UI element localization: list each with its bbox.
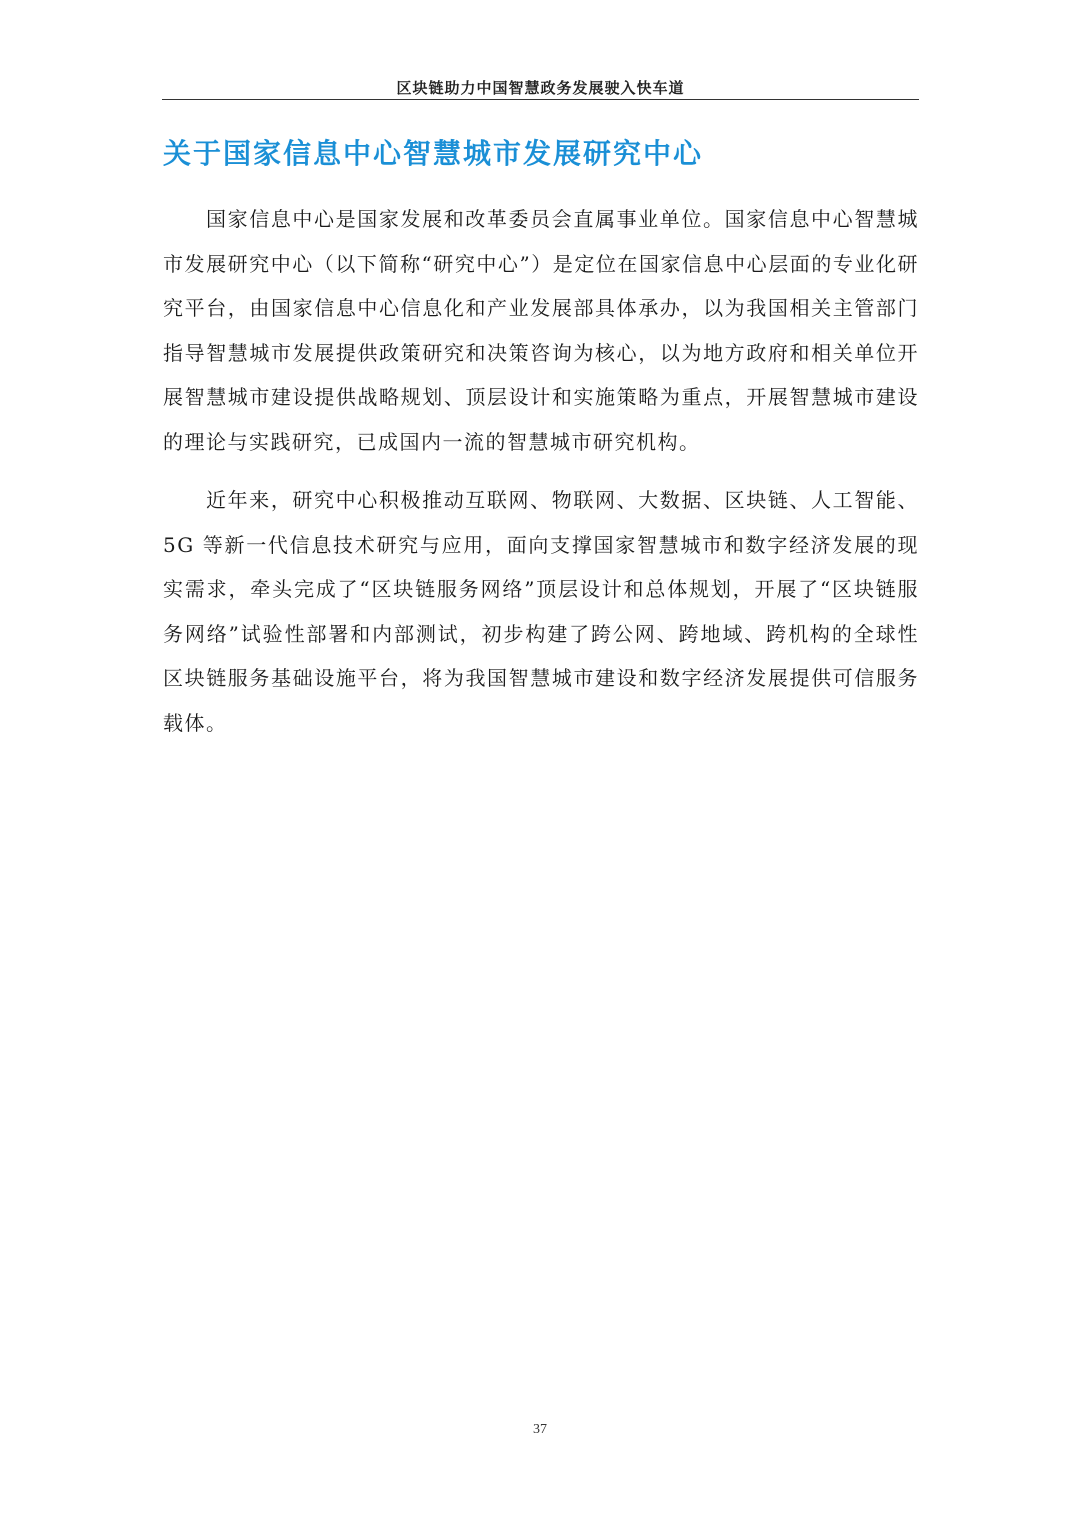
body-paragraph-2: 近年来，研究中心积极推动互联网、物联网、大数据、区块链、人工智能、5G 等新一代信息技术研究与应用，面向支撑国家智慧城市和数字经济发展的现实需求，牵头完成了“区块链服务网络”顶层设计和总体规划，开展了“区块链服务网络”试验性部署和内部测试，初步构建了跨公网、跨地域、跨机构的全球性区块链服务基础设施平台，将为我国智慧城市建设和数字经济发展提供可信服务载体。 bbox=[163, 488, 919, 735]
running-header: 区块链助力中国智慧政务发展驶入快车道 bbox=[396, 79, 685, 97]
header-divider bbox=[162, 99, 919, 100]
section-title: 关于国家信息中心智慧城市发展研究中心 bbox=[163, 137, 704, 170]
page-number: 37 bbox=[533, 1422, 547, 1437]
body-paragraph-1: 国家信息中心是国家发展和改革委员会直属事业单位。国家信息中心智慧城市发展研究中心（以下简称“研究中心”）是定位在国家信息中心层面的专业化研究平台，由国家信息中心信息化和产业发展部具体承办，以为我国相关主管部门指导智慧城市发展提供政策研究和决策咨询为核心，以为地方政府和相关单位开展智慧城市建设提供战略规划、顶层设计和实施策略为重点，开展智慧城市建设的理论与实践研究，已成国内一流的智慧城市研究机构。 bbox=[163, 207, 919, 454]
